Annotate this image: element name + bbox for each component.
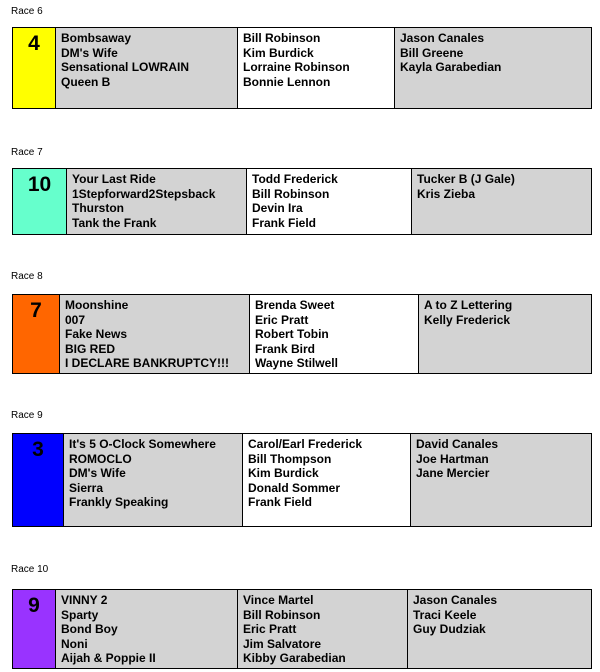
- horses-column-8: [60, 295, 250, 373]
- sponsor-name: Traci Keele: [413, 607, 477, 622]
- race-table-7: [12, 168, 592, 235]
- owner-name: Bill Robinson: [243, 31, 321, 45]
- race-label-10: Race 10: [11, 564, 49, 575]
- owner-name: Kim Burdick: [248, 466, 319, 481]
- horse-name: Bombsaway: [61, 31, 132, 45]
- owner-name: Kim Burdick: [243, 45, 314, 60]
- owner-name: Frank Field: [248, 495, 313, 510]
- race-table-8: [12, 294, 592, 374]
- owners-column-6: [238, 28, 395, 108]
- sponsor-name: Kelly Frederick: [424, 312, 511, 327]
- owner-name: Bonnie Lennon: [243, 74, 331, 89]
- horse-name: Thurston: [72, 201, 124, 216]
- post-number-10: 9: [13, 590, 56, 668]
- horse-name: Bond Boy: [61, 622, 118, 637]
- post-number-6: 4: [13, 28, 56, 108]
- sponsor-name: Kayla Garabedian: [400, 60, 502, 75]
- owner-name: Vince Martel: [243, 593, 314, 607]
- owner-name: Donald Sommer: [248, 480, 341, 495]
- horses-column-6: [56, 28, 238, 108]
- race-table-6: [12, 27, 592, 109]
- horse-name: Sparty: [61, 607, 99, 622]
- horses-column-10: [56, 590, 238, 668]
- sponsor-name: Jason Canales: [400, 31, 485, 45]
- horse-name: Aijah & Poppie II: [61, 651, 156, 666]
- horse-name: Sensational LOWRAIN: [61, 60, 190, 75]
- owner-name: Frank Field: [252, 215, 317, 230]
- sponsors-column-9: [411, 434, 591, 526]
- horse-name: DM's Wife: [61, 45, 118, 60]
- owner-name: Bill Robinson: [252, 186, 330, 201]
- horses-column-9: [64, 434, 243, 526]
- owners-column-9: [243, 434, 411, 526]
- race-table-10: [12, 589, 592, 669]
- sponsors-column-8: [419, 295, 591, 373]
- horse-name: VINNY 2: [61, 593, 108, 607]
- owner-name: Lorraine Robinson: [243, 60, 350, 75]
- owners-column-8: [250, 295, 419, 373]
- sponsor-name: Jane Mercier: [416, 466, 490, 481]
- horse-name: Frankly Speaking: [69, 495, 169, 510]
- owner-name: Bill Robinson: [243, 607, 321, 622]
- post-number-9: 3: [13, 434, 64, 526]
- owner-name: Todd Frederick: [252, 172, 338, 186]
- horse-name: ROMOCLO: [69, 451, 132, 466]
- horse-name: Sierra: [69, 480, 104, 495]
- sponsor-name: Kris Zieba: [417, 186, 476, 201]
- sponsors-column-7: [412, 169, 591, 234]
- owners-column-7: [247, 169, 412, 234]
- owner-name: Wayne Stilwell: [255, 356, 338, 371]
- sponsor-name: Tucker B (J Gale): [417, 172, 515, 186]
- owner-name: Kibby Garabedian: [243, 651, 346, 666]
- owner-name: Carol/Earl Frederick: [248, 437, 363, 451]
- horse-name: Fake News: [65, 327, 128, 342]
- horse-name: BIG RED: [65, 341, 116, 356]
- owner-name: Robert Tobin: [255, 327, 329, 342]
- owner-name: Brenda Sweet: [255, 298, 335, 312]
- sponsor-name: Bill Greene: [400, 45, 464, 60]
- sponsor-name: A to Z Lettering: [424, 298, 513, 312]
- race-label-8: Race 8: [11, 271, 43, 282]
- horses-column-7: [67, 169, 247, 234]
- horse-name: 007: [65, 312, 86, 327]
- owner-name: Bill Thompson: [248, 451, 332, 466]
- race-table-9: [12, 433, 592, 527]
- horse-name: Tank the Frank: [72, 215, 157, 230]
- race-label-7: Race 7: [11, 147, 43, 158]
- sponsors-column-10: [408, 590, 591, 668]
- owner-name: Frank Bird: [255, 341, 316, 356]
- owner-name: Eric Pratt: [243, 622, 297, 637]
- post-number-8: 7: [13, 295, 60, 373]
- horse-name: DM's Wife: [69, 466, 126, 481]
- owner-name: Eric Pratt: [255, 312, 309, 327]
- sponsor-name: Joe Hartman: [416, 451, 489, 466]
- horse-name: It's 5 O-Clock Somewhere: [69, 437, 216, 451]
- sponsor-name: Jason Canales: [413, 593, 498, 607]
- horse-name: I DECLARE BANKRUPTCY!!!: [65, 356, 229, 371]
- horse-name: Noni: [61, 636, 88, 651]
- sponsors-column-6: [395, 28, 591, 108]
- race-label-9: Race 9: [11, 410, 43, 421]
- race-label-6: Race 6: [11, 6, 43, 17]
- horse-name: Queen B: [61, 74, 111, 89]
- post-number-7: 10: [13, 169, 67, 234]
- sponsor-name: Guy Dudziak: [413, 622, 486, 637]
- sponsor-name: David Canales: [416, 437, 499, 451]
- owners-column-10: [238, 590, 408, 668]
- horse-name: Moonshine: [65, 298, 129, 312]
- horse-name: 1Stepforward2Stepsback: [72, 186, 216, 201]
- owner-name: Devin Ira: [252, 201, 303, 216]
- owner-name: Jim Salvatore: [243, 636, 322, 651]
- horse-name: Your Last Ride: [72, 172, 156, 186]
